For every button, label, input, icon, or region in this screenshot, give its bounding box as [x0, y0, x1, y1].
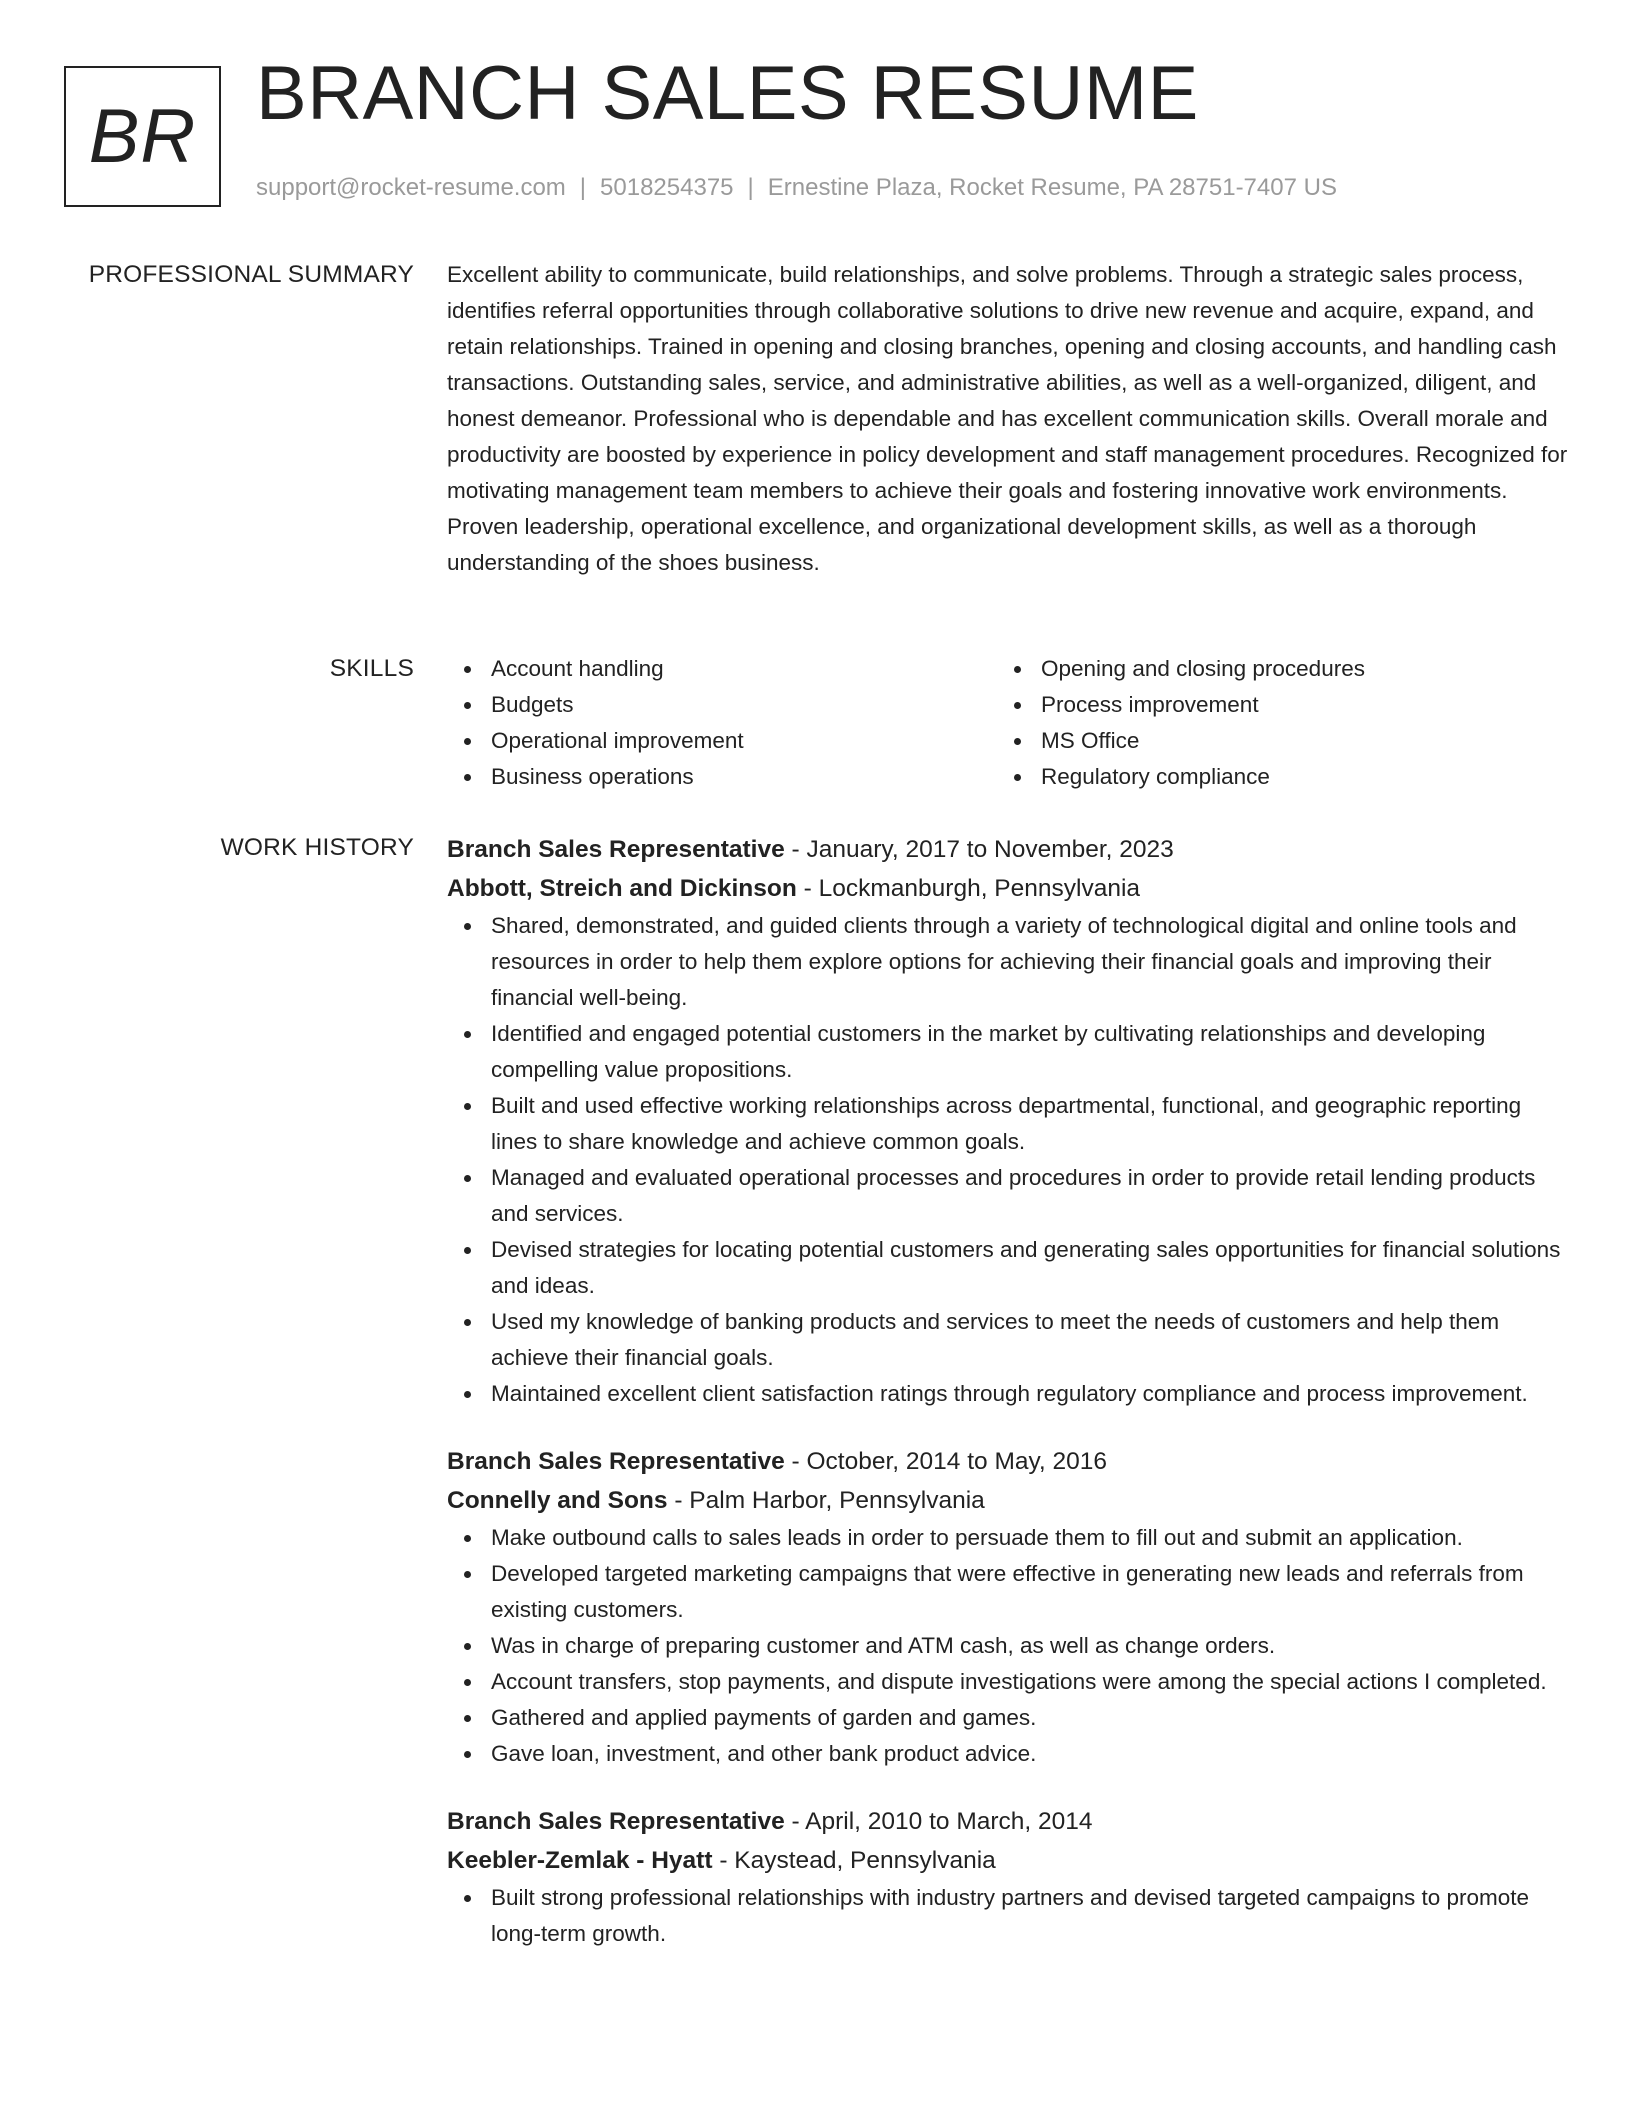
skill-item: Account handling — [491, 651, 997, 687]
job-company-line — [447, 1841, 1572, 1880]
job-dates: - January, 2017 to November, 2023 — [784, 836, 1174, 863]
job-bullet: Built strong professional relationships with industry partners and devised targeted campaigns to promote long-term growth. — [491, 1880, 1572, 1952]
job-dates: - October, 2014 to May, 2016 — [784, 1448, 1108, 1475]
job-entry — [447, 830, 1572, 1412]
job-company-line — [447, 869, 1572, 908]
work-history-section — [447, 830, 1572, 1982]
work-history-heading: WORK HISTORY — [220, 834, 414, 861]
job-bullet: Gave loan, investment, and other bank product advice. — [491, 1736, 1572, 1772]
job-bullet: Account transfers, stop payments, and dispute investigations were among the special actions I completed. — [491, 1664, 1572, 1700]
contact-address: Ernestine Plaza, Rocket Resume, PA 28751-7407 US — [767, 174, 1337, 201]
job-company-line — [447, 1481, 1572, 1520]
summary-section — [447, 257, 1572, 581]
job-bullet: Used my knowledge of banking products and services to meet the needs of customers and help them achieve their financial goals. — [491, 1304, 1572, 1376]
job-entry — [447, 1802, 1572, 1952]
skill-item: Regulatory compliance — [1041, 759, 1547, 795]
contact-separator: | — [747, 174, 754, 201]
skill-item: Business operations — [491, 759, 997, 795]
contact-separator: | — [579, 174, 587, 201]
job-title-line — [447, 1442, 1572, 1481]
skill-item: Process improvement — [1041, 687, 1547, 723]
job-bullet: Developed targeted marketing campaigns that were effective in generating new leads and referrals from existing customers. — [491, 1556, 1572, 1628]
job-bullet: Was in charge of preparing customer and ATM cash, as well as change orders. — [491, 1628, 1572, 1664]
job-location: - Kaystead, Pennsylvania — [712, 1847, 996, 1874]
monogram-badge: BR — [64, 66, 221, 207]
job-title-line — [447, 1802, 1572, 1841]
job-bullet: Built and used effective working relationships across departmental, functional, and geographic reporting lines to share knowledge and achieve common goals. — [491, 1088, 1572, 1160]
job-dates: - April, 2010 to March, 2014 — [784, 1808, 1093, 1835]
contact-phone: 5018254375 — [600, 174, 734, 201]
job-bullets — [447, 1880, 1572, 1952]
job-bullet: Managed and evaluated operational processes and procedures in order to provide retail lending products and services. — [491, 1160, 1572, 1232]
job-bullet: Shared, demonstrated, and guided clients through a variety of technological digital and online tools and resources in order to help them explore options for achieving their financial goals and improving their financial well-being. — [491, 908, 1572, 1016]
job-title: Branch Sales Representative — [447, 1808, 785, 1835]
job-bullet: Gathered and applied payments of garden and games. — [491, 1700, 1572, 1736]
job-bullet: Make outbound calls to sales leads in order to persuade them to fill out and submit an application. — [491, 1520, 1572, 1556]
job-title-line — [447, 830, 1572, 869]
skills-section — [447, 651, 1572, 795]
job-company: Keebler-Zemlak - Hyatt — [447, 1847, 713, 1874]
contact-email: support@rocket-resume.com — [256, 174, 566, 201]
summary-text: Excellent ability to communicate, build relationships, and solve problems. Through a strategic sales process, identifies referral opportunities through collaborative solutions to drive new revenue and acquire, expand, and retain relationships. Trained in opening and closing branches, opening and closing accounts, and handling cash transactions. Outstanding sales, service, and administrative abilities, as well as a well-organized, diligent, and honest demeanor. Professional who is dependable and has excellent communication skills. Overall morale and productivity are boosted by experience in policy development and staff management procedures. Recognized for motivating management team members to achieve their goals and fostering innovative work environments. Proven leadership, operational excellence, and organizational development skills, as well as a thorough understanding of the shoes business. — [447, 262, 1568, 575]
job-bullets — [447, 1520, 1572, 1772]
job-title: Branch Sales Representative — [447, 1448, 785, 1475]
job-bullets — [447, 908, 1572, 1412]
skill-item: Budgets — [491, 687, 997, 723]
skills-grid — [447, 651, 1572, 795]
job-company: Connelly and Sons — [447, 1487, 668, 1514]
skill-item: MS Office — [1041, 723, 1547, 759]
job-title: Branch Sales Representative — [447, 836, 785, 863]
skills-heading: SKILLS — [329, 655, 414, 682]
resume-title: BRANCH SALES RESUME — [256, 51, 1199, 136]
contact-line — [256, 174, 1337, 202]
summary-heading: PROFESSIONAL SUMMARY — [88, 261, 414, 288]
job-entry — [447, 1442, 1572, 1772]
job-location: - Palm Harbor, Pennsylvania — [667, 1487, 985, 1514]
job-location: - Lockmanburgh, Pennsylvania — [796, 875, 1141, 902]
job-bullet: Maintained excellent client satisfaction ratings through regulatory compliance and process improvement. — [491, 1376, 1572, 1412]
skills-list-left — [447, 651, 997, 795]
skill-item: Operational improvement — [491, 723, 997, 759]
job-bullet: Identified and engaged potential customers in the market by cultivating relationships and developing compelling value propositions. — [491, 1016, 1572, 1088]
skill-item: Opening and closing procedures — [1041, 651, 1547, 687]
skills-list-right — [997, 651, 1547, 795]
job-bullet: Devised strategies for locating potential customers and generating sales opportunities for financial solutions and ideas. — [491, 1232, 1572, 1304]
job-company: Abbott, Streich and Dickinson — [447, 875, 797, 902]
